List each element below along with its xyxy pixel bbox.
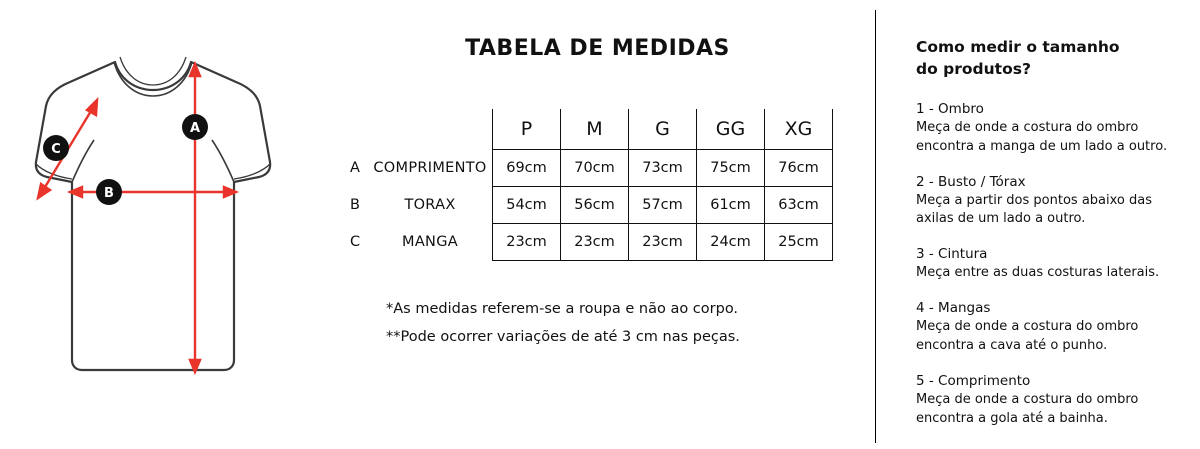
- column-header-m: M: [561, 109, 629, 149]
- table-row: [338, 149, 833, 186]
- column-header-xg: XG: [765, 109, 833, 149]
- column-header-g: G: [629, 109, 697, 149]
- note-2: **Pode ocorrer variações de até 3 cm nas peças.: [386, 328, 740, 345]
- cell-comprimento-xg: 76cm: [765, 149, 833, 186]
- cell-manga-m: 23cm: [561, 223, 629, 260]
- row-label-torax: TORAX: [404, 196, 456, 213]
- cell-torax-xg: 63cm: [765, 186, 833, 223]
- table-header-row: [338, 109, 833, 149]
- row-letter-c: C: [349, 233, 361, 250]
- cell-comprimento-g: 73cm: [629, 149, 697, 186]
- cell-torax-p: 54cm: [493, 186, 561, 223]
- how-to-measure-title: Como medir o tamanho do produtos?: [916, 38, 1120, 79]
- header-letter-spacer: [338, 109, 368, 149]
- cell-comprimento-m: 70cm: [561, 149, 629, 186]
- step-ombro-title: 1 - Ombro: [916, 100, 984, 117]
- table-row: [338, 223, 833, 260]
- collar-line-inner: [120, 57, 186, 85]
- step-mangas-desc: Meça de onde a costura do ombro encontra a cava até o punho.: [916, 319, 1139, 353]
- row-label-comprimento: COMPRIMENTO: [373, 159, 487, 176]
- step-busto-title: 2 - Busto / Tórax: [916, 173, 1026, 190]
- step-ombro: [916, 101, 1170, 157]
- step-busto-desc: Meça a partir dos pontos abaixo das axilas de um lado a outro.: [916, 192, 1152, 227]
- step-mangas-title: 4 - Mangas: [916, 300, 991, 317]
- svg-text:B: B: [104, 186, 114, 201]
- step-cintura: [916, 246, 1170, 283]
- measurements-panel: [320, 0, 875, 449]
- step-mangas: [916, 300, 1170, 356]
- step-comprimento-title: 5 - Comprimento: [916, 372, 1031, 389]
- tshirt-diagram: [8, 40, 298, 390]
- row-letter-b: B: [350, 196, 360, 213]
- svg-text:C: C: [51, 142, 61, 157]
- step-comprimento: [916, 373, 1170, 429]
- marker-a: [182, 114, 208, 140]
- cell-comprimento-gg: 75cm: [697, 149, 765, 186]
- page-title: TABELA DE MEDIDAS: [465, 36, 730, 61]
- cell-manga-xg: 25cm: [765, 223, 833, 260]
- size-table: [338, 109, 833, 261]
- step-ombro-desc: Meça de onde a costura do ombro encontra a manga de um lado a outro.: [916, 119, 1168, 154]
- row-label-manga: MANGA: [402, 233, 458, 250]
- cell-manga-gg: 24cm: [697, 223, 765, 260]
- column-header-p: P: [493, 109, 561, 149]
- how-to-measure-panel: [876, 0, 1200, 449]
- cell-torax-m: 56cm: [561, 186, 629, 223]
- note-1: *As medidas referem-se a roupa e não ao corpo.: [386, 300, 739, 317]
- header-name-spacer: [368, 109, 493, 149]
- cell-torax-gg: 61cm: [697, 186, 765, 223]
- column-header-gg: GG: [697, 109, 765, 149]
- cell-manga-g: 23cm: [629, 223, 697, 260]
- cell-comprimento-p: 69cm: [493, 149, 561, 186]
- table-row: [338, 186, 833, 223]
- step-busto: [916, 174, 1170, 230]
- step-cintura-desc: Meça entre as duas costuras laterais.: [916, 265, 1160, 281]
- table-notes: [386, 295, 875, 352]
- cell-manga-p: 23cm: [493, 223, 561, 260]
- svg-text:A: A: [189, 121, 201, 136]
- marker-b: [96, 179, 122, 205]
- cell-torax-g: 57cm: [629, 186, 697, 223]
- marker-c: [43, 135, 69, 161]
- shirt-illustration-panel: [0, 0, 320, 449]
- row-letter-a: A: [350, 159, 360, 176]
- step-comprimento-desc: Meça de onde a costura do ombro encontra a gola até a bainha.: [916, 391, 1139, 426]
- step-cintura-title: 3 - Cintura: [916, 246, 988, 263]
